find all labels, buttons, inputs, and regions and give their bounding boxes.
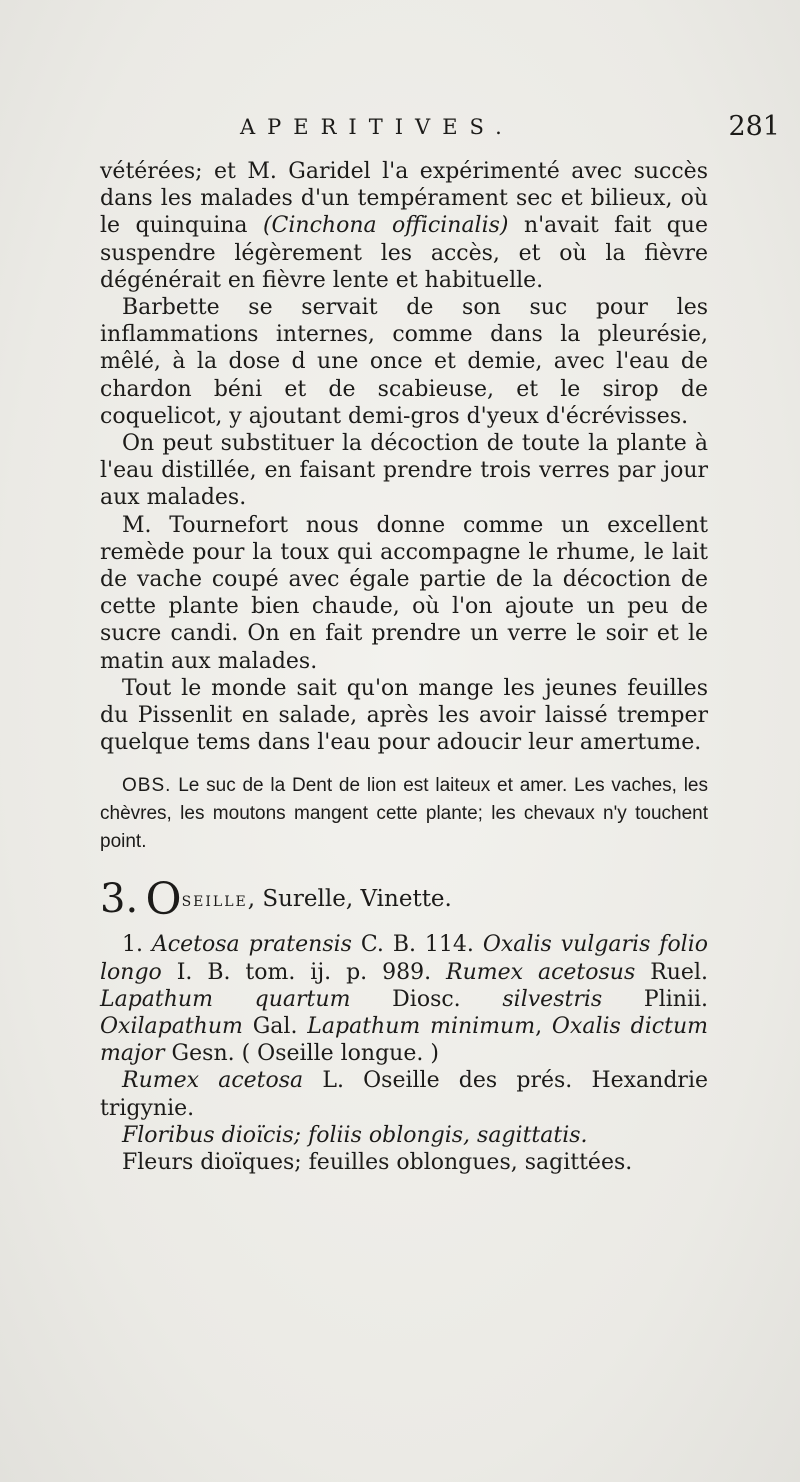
paragraph-salad: Tout le monde sait qu'on mange les jeunes feuilles du Pissenlit en salade, après les avoir laissé tremper quelque tems dans l'eau pour adoucir leur amertume.: [100, 675, 708, 756]
observation-note: [100, 772, 708, 856]
obs-label: OBS.: [122, 775, 172, 797]
section-heading: [100, 876, 708, 925]
page-header: [240, 111, 780, 149]
paragraph-tournefort: M. Tournefort nous donne comme un excellent remède pour la toux qui accompagne le rhume, le lait de vache coupé avec égale partie de la décoction de cette plante bien chaude, où l'on ajoute un peu de sucre candi. On en fait prendre un verre le soir et le matin aux malades.: [100, 512, 708, 674]
running-head: APERITIVES.: [240, 115, 514, 139]
section-number: 3.: [100, 876, 139, 923]
body-text: [100, 158, 708, 1176]
synonymy-entry: 1. Acetosa pratensis C. B. 114. Oxalis vulgaris folio longo I. B. tom. ij. p. 989. Rumex acetosus Ruel. Lapathum quartum Diosc. silvestris Plinii. Oxilapathum Gal. Lapathum minimum, Oxalis dictum major Gesn. ( Oseille longue. ): [100, 932, 709, 1067]
heading-rest: , Surelle, Vinette.: [247, 886, 452, 913]
obs-text: Le suc de la Dent de lion est laiteux et amer. Les vaches, les chèvres, les moutons mangent cette plante; les chevaux n'y touchent point.: [100, 775, 708, 853]
paragraph-garidel: vétérées; et M. Garidel l'a expérimenté avec succès dans les malades d'un tempérament sec et bilieux, où le quinquina (Cinchona officinalis) n'avait fait que suspendre légèrement les accès, et où la fièvre dégénérait en fièvre lente et habituelle.: [100, 159, 708, 293]
latin-description: Floribus dioïcis; foliis oblongis, sagittatis.: [122, 1122, 588, 1148]
heading-smallcaps: SEILLE: [181, 894, 248, 911]
paragraph-decoction: On peut substituer la décoction de toute la plante à l'eau distillée, en faisant prendre trois verres par jour aux malades.: [100, 431, 708, 511]
italic-cinchona: (Cinchona officinalis): [262, 213, 509, 239]
drop-cap: O: [145, 874, 182, 926]
page-number: 281: [728, 111, 780, 142]
paragraph-barbette: Barbette se servait de son suc pour les inflammations internes, comme dans la pleurésie, mêlé, à la dose d une once et demie, avec l'eau de chardon béni et de scabieuse, et le sirop de coquelicot, y ajoutant demi-gros d'yeux d'écrévisses.: [100, 295, 708, 429]
linnaean-name: Rumex acetosa L. Oseille des prés. Hexandrie trigynie.: [100, 1068, 708, 1121]
french-description: Fleurs dioïques; feuilles oblongues, sagittées.: [122, 1150, 633, 1176]
